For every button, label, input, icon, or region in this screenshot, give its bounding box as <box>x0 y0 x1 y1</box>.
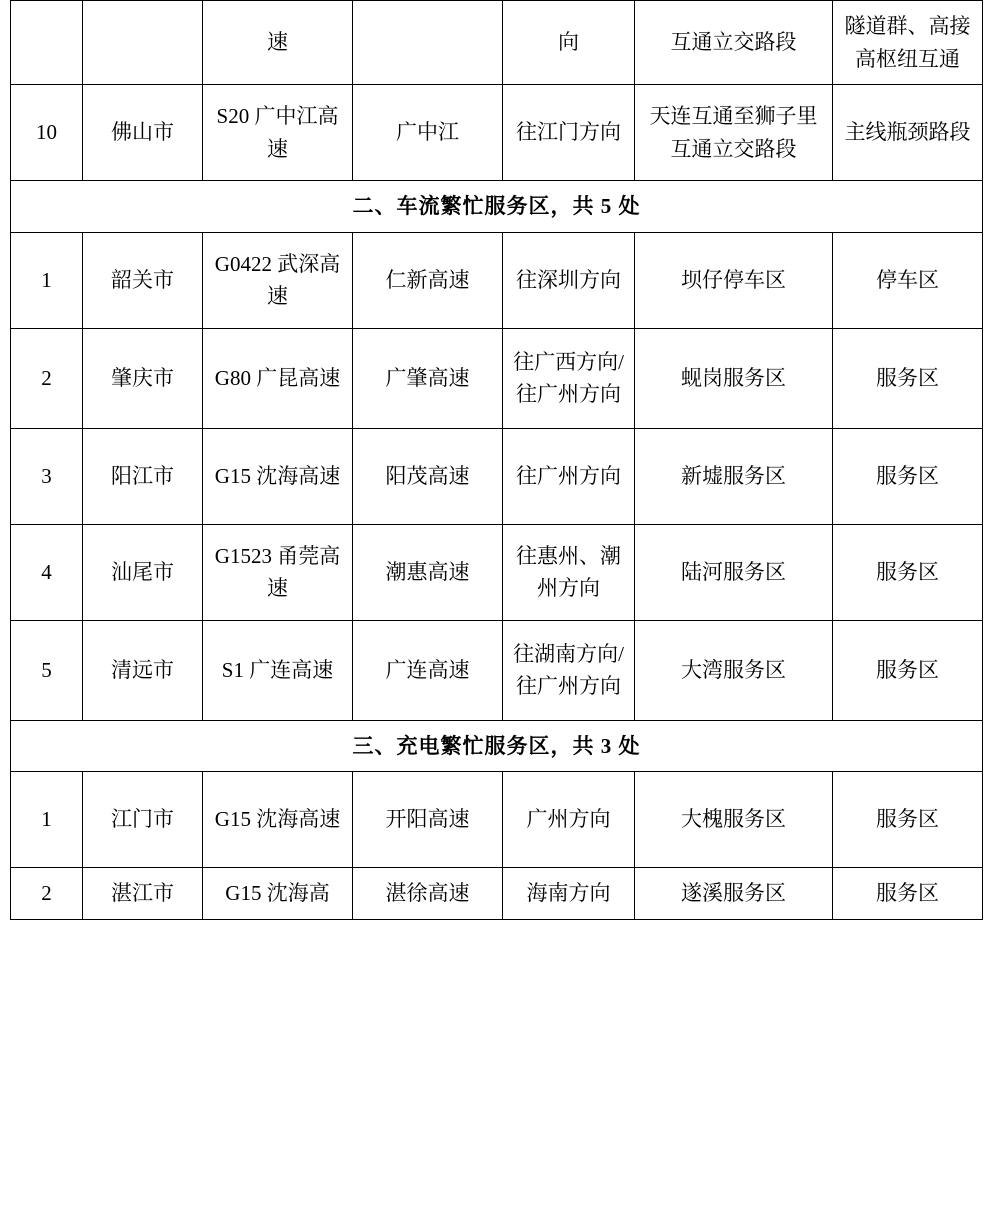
table-row <box>11 328 983 428</box>
cell-name: 仁新高速 <box>353 232 503 328</box>
cell-road: G15 沈海高 <box>203 868 353 920</box>
cell-direction: 往广州方向 <box>503 428 635 524</box>
cell-segment: 大湾服务区 <box>635 620 833 720</box>
cell-type: 服务区 <box>833 428 983 524</box>
cell-direction: 向 <box>503 1 635 85</box>
cell-name <box>353 1 503 85</box>
cell-segment: 遂溪服务区 <box>635 868 833 920</box>
cell-type: 服务区 <box>833 524 983 620</box>
cell-road: G15 沈海高速 <box>203 772 353 868</box>
cell-direction: 海南方向 <box>503 868 635 920</box>
cell-name: 开阳高速 <box>353 772 503 868</box>
cell-city <box>83 1 203 85</box>
cell-direction: 广州方向 <box>503 772 635 868</box>
cell-road: 速 <box>203 1 353 85</box>
cell-name: 湛徐高速 <box>353 868 503 920</box>
cell-city: 汕尾市 <box>83 524 203 620</box>
cell-road: S20 广中江高速 <box>203 85 353 181</box>
table-row <box>11 428 983 524</box>
cell-city: 肇庆市 <box>83 328 203 428</box>
cell-road: S1 广连高速 <box>203 620 353 720</box>
cell-direction: 往江门方向 <box>503 85 635 181</box>
cell-city: 阳江市 <box>83 428 203 524</box>
section-title-2: 二、车流繁忙服务区，共 5 处 <box>11 181 983 233</box>
cell-index: 5 <box>11 620 83 720</box>
table-row <box>11 232 983 328</box>
cell-name: 广肇高速 <box>353 328 503 428</box>
cell-road: G80 广昆高速 <box>203 328 353 428</box>
cell-city: 佛山市 <box>83 85 203 181</box>
cell-type: 主线瓶颈路段 <box>833 85 983 181</box>
cell-type: 隧道群、高接高枢纽互通 <box>833 1 983 85</box>
cell-index: 1 <box>11 772 83 868</box>
cell-segment: 坝仔停车区 <box>635 232 833 328</box>
cell-direction: 往惠州、潮州方向 <box>503 524 635 620</box>
cell-name: 阳茂高速 <box>353 428 503 524</box>
cell-type: 服务区 <box>833 620 983 720</box>
cell-type: 服务区 <box>833 328 983 428</box>
cell-segment: 陆河服务区 <box>635 524 833 620</box>
cell-segment: 互通立交路段 <box>635 1 833 85</box>
cell-name: 广中江 <box>353 85 503 181</box>
cell-segment: 大槐服务区 <box>635 772 833 868</box>
cell-segment: 天连互通至狮子里互通立交路段 <box>635 85 833 181</box>
section-title-3: 三、充电繁忙服务区，共 3 处 <box>11 720 983 772</box>
table-row <box>11 524 983 620</box>
cell-index: 4 <box>11 524 83 620</box>
cell-city: 韶关市 <box>83 232 203 328</box>
cell-segment: 新墟服务区 <box>635 428 833 524</box>
table-row-partial-top <box>11 1 983 85</box>
table-row <box>11 85 983 181</box>
cell-direction: 往深圳方向 <box>503 232 635 328</box>
cell-type: 服务区 <box>833 772 983 868</box>
cell-road: G15 沈海高速 <box>203 428 353 524</box>
cell-road: G0422 武深高速 <box>203 232 353 328</box>
section-title-row <box>11 720 983 772</box>
cell-index: 2 <box>11 328 83 428</box>
cell-name: 广连高速 <box>353 620 503 720</box>
cell-type: 服务区 <box>833 868 983 920</box>
cell-index: 3 <box>11 428 83 524</box>
table-row <box>11 772 983 868</box>
cell-index <box>11 1 83 85</box>
cell-index: 10 <box>11 85 83 181</box>
highway-congestion-table <box>10 0 983 920</box>
table-row <box>11 620 983 720</box>
cell-direction: 往湖南方向/往广州方向 <box>503 620 635 720</box>
cell-city: 清远市 <box>83 620 203 720</box>
cell-type: 停车区 <box>833 232 983 328</box>
cell-road: G1523 甬莞高速 <box>203 524 353 620</box>
cell-city: 湛江市 <box>83 868 203 920</box>
cell-index: 1 <box>11 232 83 328</box>
cell-name: 潮惠高速 <box>353 524 503 620</box>
cell-index: 2 <box>11 868 83 920</box>
cell-segment: 蚬岗服务区 <box>635 328 833 428</box>
cell-city: 江门市 <box>83 772 203 868</box>
section-title-row <box>11 181 983 233</box>
table-row <box>11 868 983 920</box>
cell-direction: 往广西方向/往广州方向 <box>503 328 635 428</box>
